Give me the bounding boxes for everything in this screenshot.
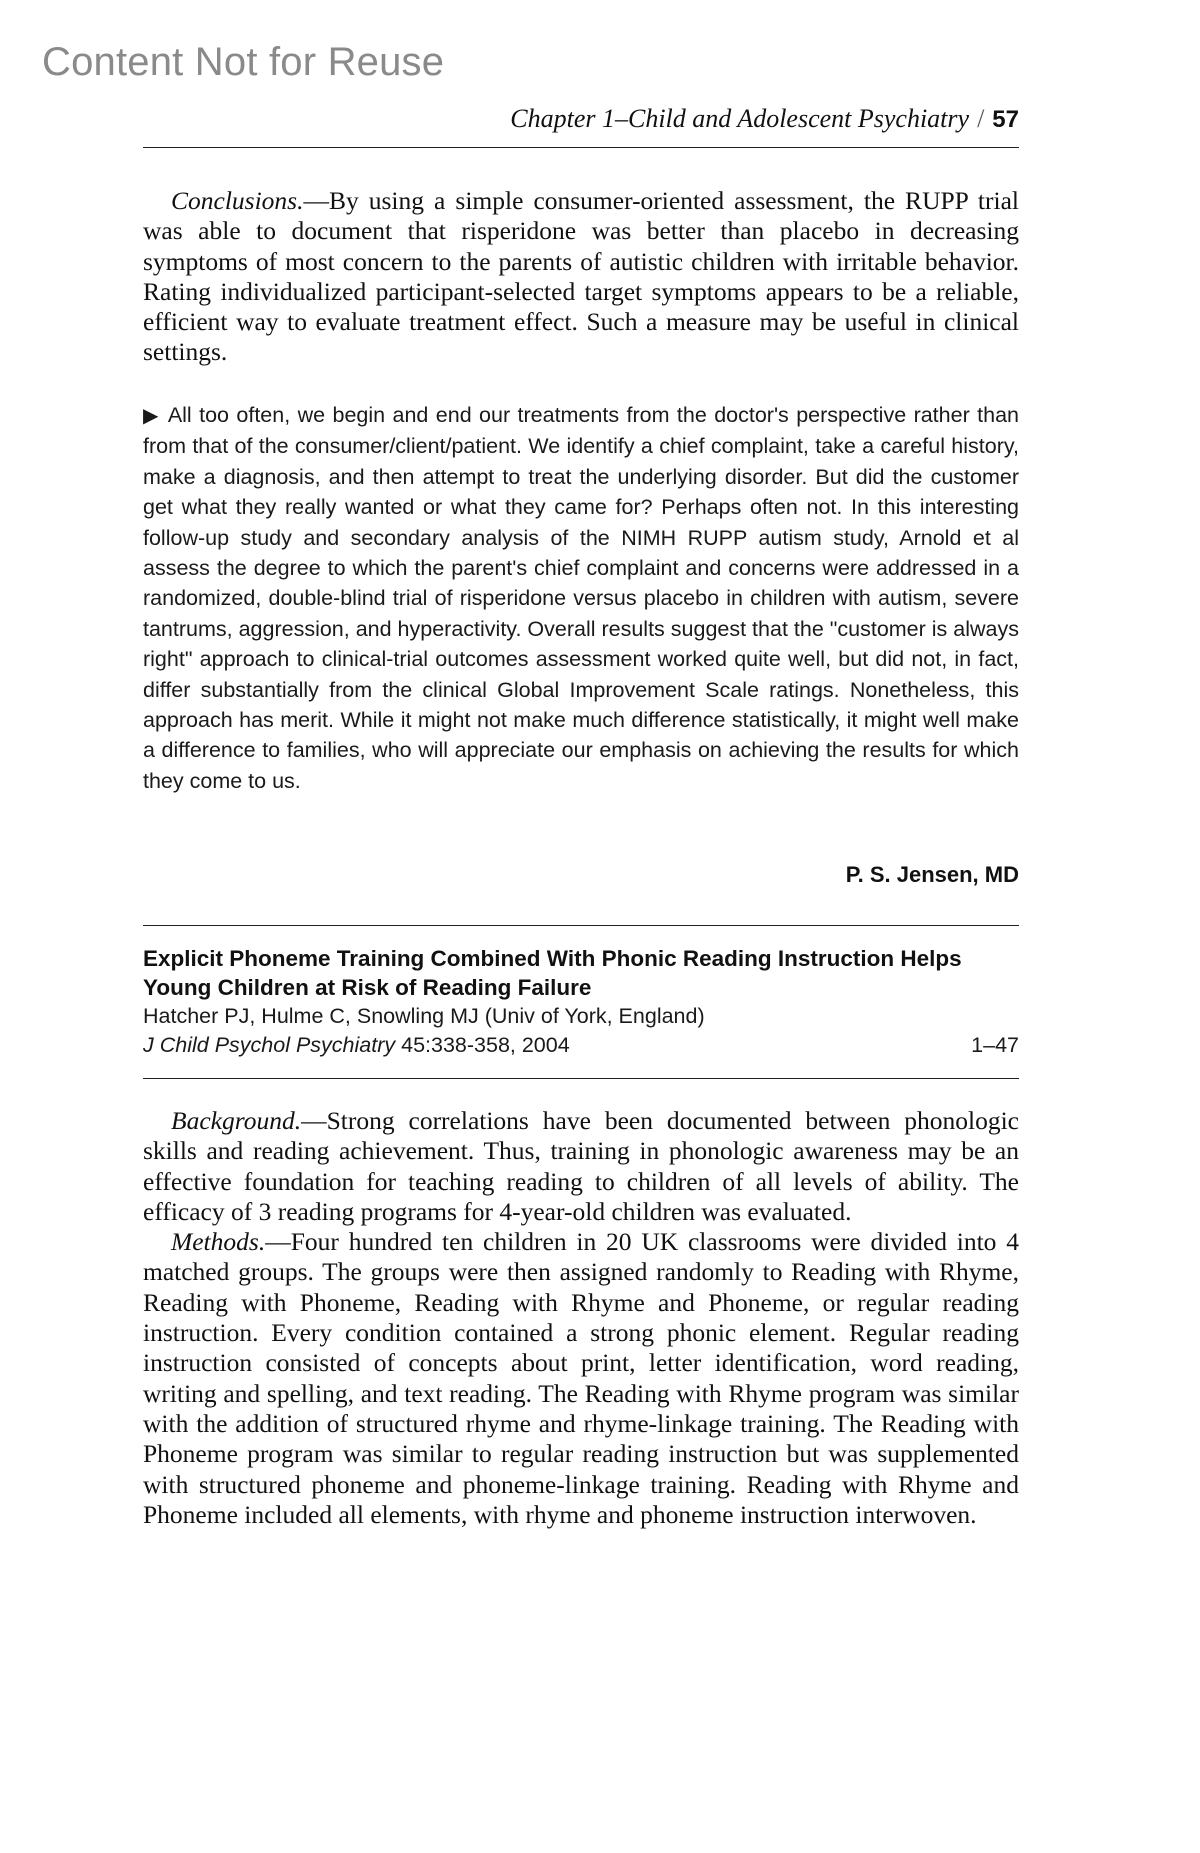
watermark-text: Content Not for Reuse bbox=[42, 40, 445, 84]
article-bottom-rule bbox=[143, 1078, 1019, 1079]
commentary-text: All too often, we begin and end our treatments from the doctor's perspective rather than from that of the consumer/client/patient. We identify a chief complaint, take a careful history, make a diagnosis, and then attempt to treat the underlying disorder. But did the customer get what they really wanted or what they came for? Perhaps often not. In this interesting follow-up study and secondary analysis of the NIMH RUPP autism study, Arnold et al assess the degree to which the parent's chief complaint and concerns were addressed in a randomized, double-blind trial of risperidone versus placebo in children with autism, severe tantrums, aggression, and hyperactivity. Overall results suggest that the "customer is always right" approach to clinical-trial outcomes assessment worked quite well, but did not, in fact, differ substantially from the clinical Global Improvement Scale ratings. Nonetheless, this approach has merit. While it might not make much difference statistically, it might well make a difference to families, who will appreciate our emphasis on achieving the results for which they come to us. bbox=[143, 403, 1019, 793]
header-rule bbox=[143, 147, 1019, 148]
commentary-paragraph bbox=[143, 400, 1019, 796]
page-number: 57 bbox=[992, 106, 1019, 133]
running-head bbox=[510, 103, 1019, 136]
article-citation-row bbox=[143, 1031, 1019, 1060]
conclusions-text: —By using a simple consumer-oriented assessment, the RUPP trial was able to document that risperidone was better than placebo in decreasing symptoms of most concern to the parents of autistic children with irritable behavior. Rating individualized participant-selected target symptoms appears to be a reliable, efficient way to evaluate treatment effect. Such a measure may be useful in clinical settings. bbox=[143, 186, 1019, 367]
methods-paragraph bbox=[143, 1227, 1019, 1530]
article-authors: Hatcher PJ, Hulme C, Snowling MJ (Univ of York, England) bbox=[143, 1004, 705, 1028]
play-arrow-icon: ▶ bbox=[143, 405, 160, 427]
article-number: 1–47 bbox=[971, 1033, 1019, 1057]
conclusions-paragraph bbox=[143, 186, 1019, 368]
article-title: Explicit Phoneme Training Combined With Phonic Reading Instruction Helps Young Children at Risk of Reading Failure bbox=[143, 946, 962, 1000]
abstract-body bbox=[143, 1106, 1019, 1530]
conclusions-lead: Conclusions. bbox=[171, 186, 304, 215]
journal-citation: 45:338-358, 2004 bbox=[401, 1033, 570, 1057]
methods-lead: Methods. bbox=[171, 1227, 266, 1257]
background-text: —Strong correlations have been documented between phonologic skills and reading achievement. Thus, training in phonologic awareness may be an effective foundation for teaching reading to children of all levels of ability. The efficacy of 3 reading programs for 4-year-old children was evaluated. bbox=[143, 1106, 1019, 1226]
commentary-author: P. S. Jensen, MD bbox=[845, 862, 1019, 887]
methods-text: —Four hundred ten children in 20 UK classrooms were divided into 4 matched groups. The groups were then assigned randomly to Reading with Rhyme, Reading with Phoneme, Reading with Rhyme and Phoneme, or regular reading instruction. Every condition contained a strong phonic element. Regular reading instruction consisted of concepts about print, letter identification, word reading, writing and spelling, and text reading. The Reading with Rhyme program was similar with the addition of structured rhyme and rhyme-linkage training. The Reading with Phoneme program was similar to regular reading instruction but was supplemented with structured phoneme and phoneme-linkage training. Reading with Rhyme and Phoneme included all elements, with rhyme and phoneme instruction interwoven. bbox=[143, 1227, 1019, 1529]
background-lead: Background. bbox=[171, 1106, 302, 1135]
chapter-title: Chapter 1–Child and Adolescent Psychiatry bbox=[510, 104, 970, 133]
running-head-separator: / bbox=[977, 104, 985, 133]
article-header bbox=[143, 944, 1019, 1060]
journal-name: J Child Psychol Psychiatry bbox=[143, 1033, 396, 1057]
background-paragraph bbox=[143, 1106, 1019, 1227]
article-top-rule bbox=[143, 925, 1019, 926]
